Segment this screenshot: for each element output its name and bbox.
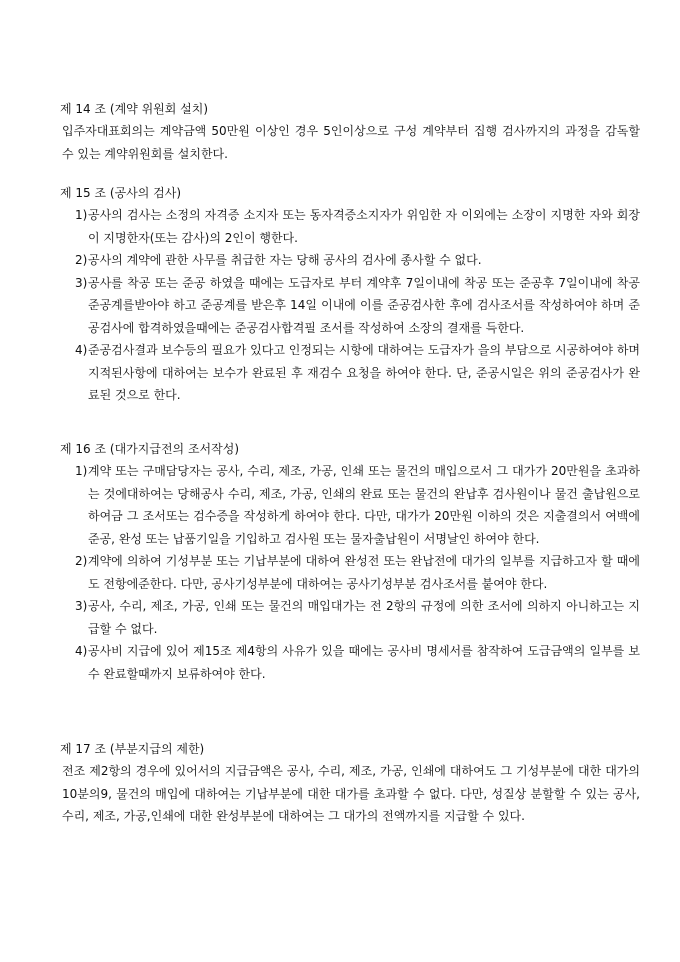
article-heading: 제 17 조 (부분지급의 제한) <box>60 742 205 756</box>
clause-item <box>60 550 640 595</box>
clause-item <box>60 272 640 340</box>
article-heading: 제 16 조 (대가지급전의 조서작성) <box>60 442 239 456</box>
clause-text: 준공검사결과 보수등의 필요가 있다고 인정되는 시항에 대하여는 도급자가 을의 부담으로 시공하여야 하며 지적된사항에 대하여는 보수가 완료된 후 재검수 요청을 하여야 한다. 단, 준공시일은 위의 준공검사가 완료된 것으로 한다. <box>88 343 641 402</box>
clause-item <box>60 460 640 550</box>
clause-number: 3) <box>75 599 88 613</box>
clause-number: 1) <box>75 208 88 222</box>
article-14 <box>60 98 640 165</box>
clause-text: 계약 또는 구매담당자는 공사, 수리, 제조, 가공, 인쇄 또는 물건의 매입으로서 그 대가가 20만원을 초과하는 것에대하여는 당해공사 수리, 제조, 가공, 인쇄의 완료 또는 물건의 완납후 검사원이나 물건 출납원으로 하여금 그 조서또는 검수증을 작성하게 하여야 한다. 다만, 대가가 20만원 이하의 것은 지출결의서 여백에 준공, 완성 또는 납품기일을 기입하고 검사원 또는 물자출납원이 서명날인 하여야 한다. <box>88 464 640 546</box>
clause-item <box>60 595 640 640</box>
clause-text: 공사의 계약에 관한 사무를 취급한 자는 당해 공사의 검사에 종사할 수 없다. <box>88 253 482 267</box>
clause-number: 3) <box>75 275 88 290</box>
clause-number: 2) <box>75 554 88 568</box>
article-body: 전조 제2항의 경우에 있어서의 지급금액은 공사, 수리, 제조, 가공, 인쇄에 대하여도 그 기성부분에 대한 대가의 10분의9, 물건의 매입에 대하여는 기납부분에 대한 대가를 초과할 수 없다. 다만, 성질상 분할할 수 있는 공사, 수리, 제조, 가공,인쇄에 대한 완성부분에 대하여는 그 대가의 전액까지를 지급할 수 있다. <box>62 764 640 823</box>
article-body: 입주자대표회의는 계약금액 50만원 이상인 경우 5인이상으로 구성 계약부터 집행 검사까지의 과정을 감독할 수 있는 계약위원회를 설치한다. <box>62 124 640 161</box>
clause-item <box>60 640 640 685</box>
clause-item <box>60 249 640 272</box>
clause-number: 2) <box>75 253 88 267</box>
article-heading: 제 14 조 (계약 위원회 설치) <box>60 102 209 116</box>
clause-text: 공사를 착공 또는 준공 하였을 때에는 도급자로 부터 계약후 7일이내에 착공 또는 준공후 7일이내에 착공 준공계를받아야 하고 준공계를 받은후 14일 이내에 이를 준공검사한 후에 검사조서를 작성하여야 하며 준공검사에 합격하였을때에는 준공검사합격필 조서를 작성하여 소장의 결재를 득한다. <box>88 275 640 335</box>
clause-text: 공사, 수리, 제조, 가공, 인쇄 또는 물건의 매입대가는 전 2항의 규정에 의한 조서에 의하지 아니하고는 지급할 수 없다. <box>88 599 640 636</box>
clause-item <box>60 204 640 249</box>
clause-number: 1) <box>75 464 88 478</box>
article-16 <box>60 438 640 685</box>
article-15 <box>60 182 640 407</box>
article-heading: 제 15 조 (공사의 검사) <box>60 186 182 200</box>
clause-item <box>60 339 640 407</box>
clause-list <box>60 204 640 407</box>
article-17 <box>60 738 640 828</box>
clause-text: 공사비 지급에 있어 제15조 제4항의 사유가 있을 때에는 공사비 명세서를 참작하여 도급금액의 일부를 보수 완료할때까지 보류하여야 한다. <box>88 644 640 681</box>
clause-text: 공사의 검사는 소정의 자격증 소지자 또는 동자격증소지자가 위임한 자 이외에는 소장이 지명한 자와 회장이 지명한자(또는 감사)의 2인이 행한다. <box>88 208 640 245</box>
clause-list <box>60 460 640 685</box>
clause-number: 4) <box>75 343 88 357</box>
clause-number: 4) <box>75 644 88 658</box>
clause-text: 계약에 의하여 기성부분 또는 기납부분에 대하여 완성전 또는 완납전에 대가의 일부를 지급하고자 할 때에도 전항에준한다. 다만, 공사기성부분에 대하여는 공사기성부분 검사조서를 붙여야 한다. <box>88 554 640 591</box>
